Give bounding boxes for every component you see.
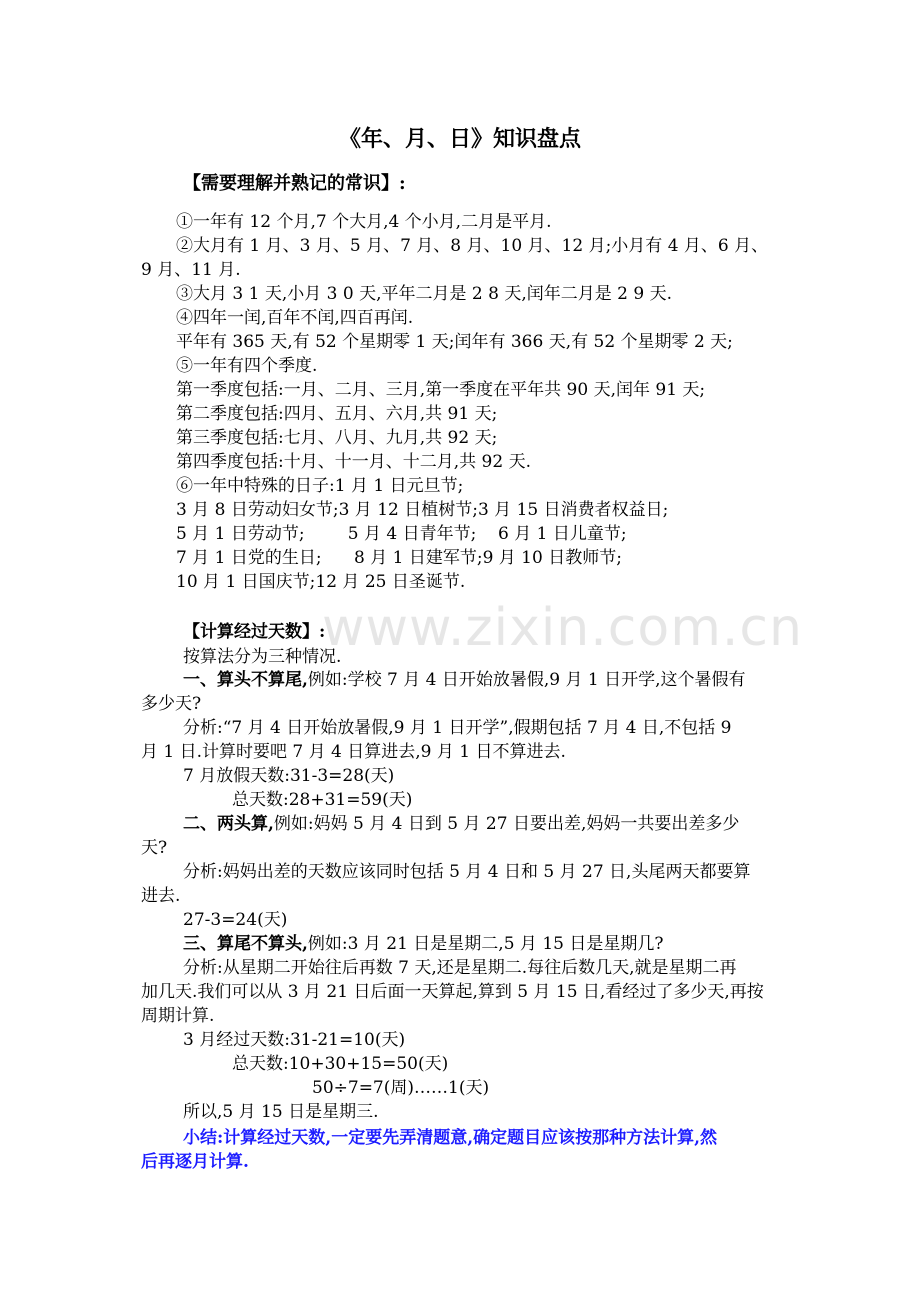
- text-line: 分析:妈妈出差的天数应该同时包括 5 月 4 日和 5 月 27 日,头尾两天都要算: [183, 862, 751, 882]
- case-1-text: 例如:学校 7 月 4 日开始放暑假,9 月 1 日开学,这个暑假有: [307, 670, 746, 690]
- text-line: ⑥一年中特殊的日子:1 月 1 日元旦节;: [176, 476, 464, 496]
- text-line: 加几天.我们可以从 3 月 21 日后面一天算起,算到 5 月 15 日,看经过了多少天,再按: [141, 982, 764, 1002]
- case-2-line: [183, 812, 739, 836]
- summary-line: 小结:计算经过天数,一定要先弄清题意,确定题目应该按那种方法计算,然: [183, 1128, 718, 1148]
- text-line: 按算法分为三种情况.: [183, 647, 342, 667]
- case-2-text: 例如:妈妈 5 月 4 日到 5 月 27 日要出差,妈妈一共要出差多少: [273, 814, 740, 834]
- case-1-line: [183, 668, 746, 692]
- page-title: 《年、月、日》知识盘点: [338, 126, 581, 152]
- text-line: 5 月 1 日劳动节; 5 月 4 日青年节; 6 月 1 日儿童节;: [176, 524, 627, 544]
- text-line: 进去.: [141, 886, 181, 906]
- text-line: ⑤一年有四个季度.: [176, 356, 318, 376]
- summary-line: 后再逐月计算.: [141, 1152, 249, 1172]
- text-line: 第四季度包括:十月、十一月、十二月,共 92 天.: [176, 452, 531, 472]
- text-line: 平年有 365 天,有 52 个星期零 1 天;闰年有 366 天,有 52 个星期零 2 天;: [176, 332, 733, 352]
- calc-line: 7 月放假天数:31-3=28(天): [183, 766, 395, 786]
- case-3-label: 三、算尾不算头,: [183, 934, 308, 954]
- section-heading-common-knowledge: 【需要理解并熟记的常识】:: [183, 173, 406, 194]
- case-3-line: [183, 932, 664, 956]
- text-line: ③大月 3 1 天,小月 3 0 天,平年二月是 2 8 天,闰年二月是 2 9 天.: [176, 284, 672, 304]
- text-line: 分析:“7 月 4 日开始放暑假,9 月 1 日开学”,假期包括 7 月 4 日,不包括 9: [183, 718, 732, 738]
- text-line: 第一季度包括:一月、二月、三月,第一季度在平年共 90 天,闰年 91 天;: [176, 380, 706, 400]
- text-line: 分析:从星期二开始往后再数 7 天,还是星期二.每往后数几天,就是星期二再: [183, 958, 737, 978]
- text-line: 7 月 1 日党的生日; 8 月 1 日建军节;9 月 10 日教师节;: [176, 548, 622, 568]
- section-heading-elapsed-days: 【计算经过天数】:: [183, 622, 326, 642]
- case-1-label: 一、算头不算尾,: [183, 670, 308, 690]
- case-2-label: 二、两头算,: [183, 814, 274, 834]
- calc-line: 总天数:28+31=59(天): [232, 790, 413, 810]
- text-line: 9 月、11 月.: [141, 260, 241, 280]
- text-line: 多少天?: [141, 694, 202, 714]
- calc-line: 27-3=24(天): [183, 910, 288, 930]
- text-line: ②大月有 1 月、3 月、5 月、7 月、8 月、10 月、12 月;小月有 4 月、6 月、: [176, 236, 769, 256]
- text-line: 月 1 日.计算时要吧 7 月 4 日算进去,9 月 1 日不算进去.: [141, 742, 566, 762]
- text-line: ④四年一闰,百年不闰,四百再闰.: [176, 308, 414, 328]
- text-line: ①一年有 12 个月,7 个大月,4 个小月,二月是平月.: [176, 212, 552, 232]
- text-line: 第二季度包括:四月、五月、六月,共 91 天;: [176, 404, 498, 424]
- text-line: 第三季度包括:七月、八月、九月,共 92 天;: [176, 428, 498, 448]
- text-line: 天?: [141, 838, 168, 858]
- text-line: 3 月 8 日劳动妇女节;3 月 12 日植树节;3 月 15 日消费者权益日;: [176, 500, 669, 520]
- text-line: 10 月 1 日国庆节;12 月 25 日圣诞节.: [176, 572, 466, 592]
- text-line: 周期计算.: [141, 1006, 215, 1026]
- calc-line: 50÷7=7(周)……1(天): [312, 1078, 490, 1098]
- calc-line: 总天数:10+30+15=50(天): [232, 1054, 449, 1074]
- watermark: www.zixin.com.cn: [322, 598, 803, 658]
- conclusion-line: 所以,5 月 15 日是星期三.: [183, 1102, 379, 1122]
- calc-line: 3 月经过天数:31-21=10(天): [183, 1030, 406, 1050]
- case-3-text: 例如:3 月 21 日是星期二,5 月 15 日是星期几?: [307, 934, 664, 954]
